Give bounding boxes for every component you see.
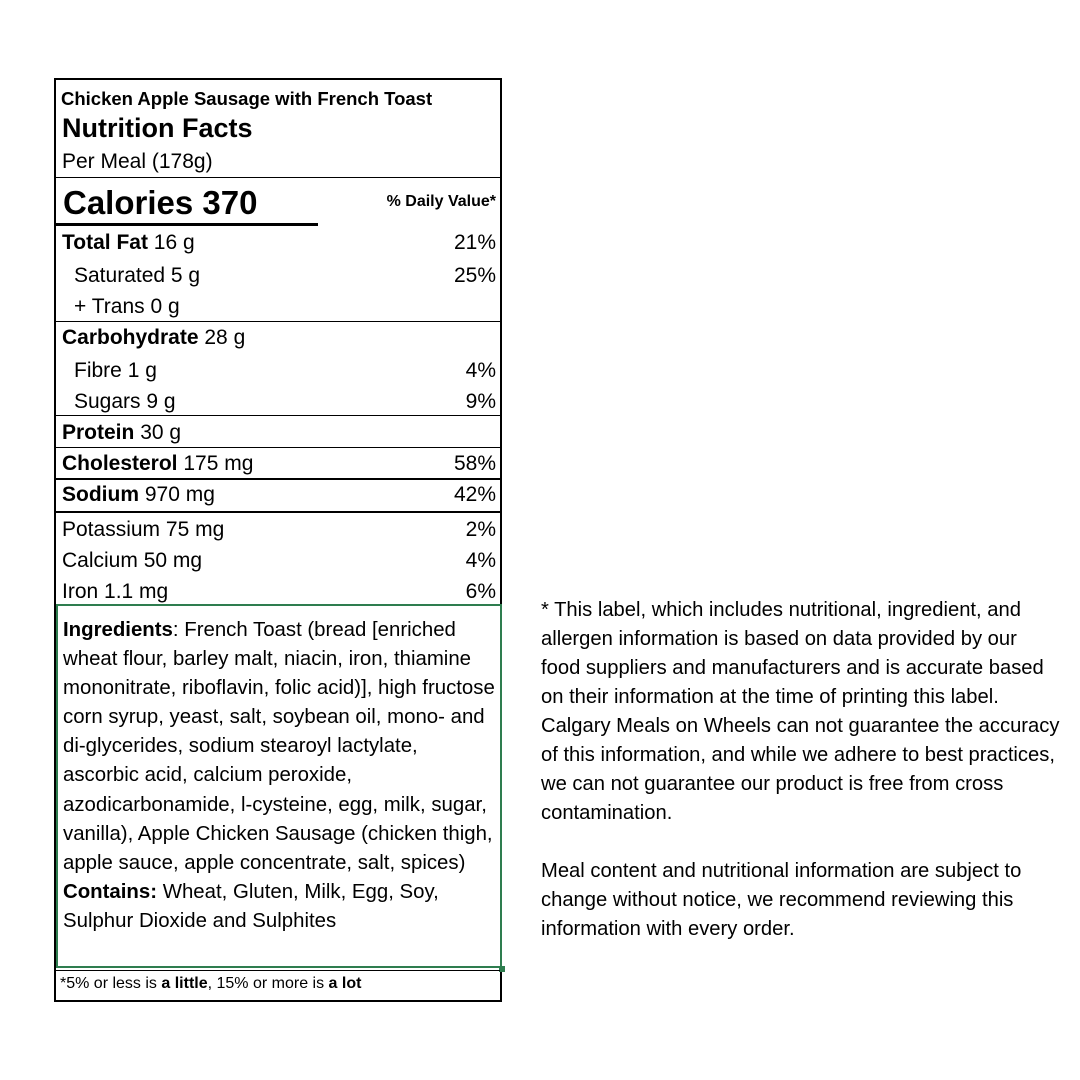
carbohydrate-row xyxy=(62,326,245,350)
calories-label: Calories xyxy=(63,184,194,221)
divider xyxy=(56,177,500,178)
divider xyxy=(56,511,500,513)
product-name: Chicken Apple Sausage with French Toast xyxy=(61,88,433,109)
nutrient-name: Sodium xyxy=(62,483,139,506)
nutrient-name: Potassium xyxy=(62,518,161,541)
total-fat-row xyxy=(62,231,195,255)
disclaimer-paragraph-1: * This label, which includes nutritional, ingredient, and allergen information is based on data provided by our food suppliers and manufacturers and is accurate based on their information at the time of printing this label. Calgary Meals on Wheels can not guarantee the accuracy of this information, and while we adhere to best practices, we can not guarantee our product is free from cross contamination. xyxy=(541,599,1060,824)
ingredients-box xyxy=(56,604,502,968)
nutrient-name: Iron xyxy=(62,580,99,603)
divider xyxy=(56,415,500,416)
serving-size: Per Meal (178g) xyxy=(62,150,213,173)
nutrition-facts-heading: Nutrition Facts xyxy=(62,113,253,143)
contains-label: Contains: xyxy=(63,880,158,903)
nutrient-amount: 175 mg xyxy=(183,452,254,475)
nutrient-name: Total Fat xyxy=(62,231,148,254)
nutrient-amount: 50 mg xyxy=(143,549,203,572)
footnote-lot: a lot xyxy=(328,975,362,992)
sodium-row xyxy=(62,483,215,507)
sugars-row xyxy=(74,390,176,414)
disclaimer-paragraph-2: Meal content and nutritional information are subject to change without notice, we recommend reviewing this information with every order. xyxy=(541,860,1022,940)
saturated-fat-dv: 25% xyxy=(453,264,496,287)
footnote-middle: , 15% or more is xyxy=(207,975,329,992)
fibre-dv: 4% xyxy=(465,359,496,382)
potassium-dv: 2% xyxy=(465,518,496,541)
ingredients-paragraph xyxy=(63,616,496,878)
nutrient-amount: 75 mg xyxy=(165,518,225,541)
nutrition-facts-label xyxy=(54,78,502,1002)
nutrient-amount: 0 g xyxy=(150,295,180,318)
divider xyxy=(56,478,500,480)
cholesterol-dv: 58% xyxy=(453,452,496,475)
nutrient-amount: 1.1 mg xyxy=(104,580,169,603)
sugars-dv: 9% xyxy=(465,390,496,413)
ingredients-text: : French Toast (bread [enriched wheat flour, barley malt, niacin, iron, thiamine mononitrate, riboflavin, folic acid)], high fructose corn syrup, yeast, salt, soybean oil, mono- and di-glycerides, sodium stearoyl lactylate, ascorbic acid, calcium peroxide, azodicarbonamide, l-cysteine, egg, milk, sugar, vanilla), Apple Chicken Sausage (chicken thigh, apple sauce, apple concentrate, salt, spices) xyxy=(63,619,495,874)
footnote-little: a little xyxy=(161,975,208,992)
calories-value: 370 xyxy=(202,184,258,221)
nutrient-name: Cholesterol xyxy=(62,452,178,475)
total-fat-dv: 21% xyxy=(453,231,496,254)
fibre-row xyxy=(74,359,157,383)
nutrient-amount: 970 mg xyxy=(144,483,215,506)
calories-row xyxy=(63,184,257,222)
protein-row xyxy=(62,421,181,445)
nutrient-name: Calcium xyxy=(62,549,138,572)
sodium-dv: 42% xyxy=(453,483,496,506)
ingredients-label: Ingredients xyxy=(63,619,173,641)
nutrient-amount: 16 g xyxy=(153,231,195,254)
selection-handle xyxy=(499,966,505,972)
nutrient-amount: 1 g xyxy=(127,359,157,382)
daily-value-header: % Daily Value* xyxy=(386,193,496,210)
nutrient-amount: 9 g xyxy=(146,390,176,413)
nutrient-name: Carbohydrate xyxy=(62,326,199,349)
calories-underline xyxy=(56,223,318,226)
nutrient-name: Protein xyxy=(62,421,135,444)
calcium-dv: 4% xyxy=(465,549,496,572)
cholesterol-row xyxy=(62,452,253,476)
nutrient-amount: 30 g xyxy=(140,421,182,444)
allergens-paragraph xyxy=(63,878,496,936)
calcium-row xyxy=(62,549,202,573)
divider xyxy=(56,447,500,448)
nutrient-name: Fibre xyxy=(74,359,122,382)
nutrient-name: Sugars xyxy=(74,390,141,413)
iron-row xyxy=(62,580,168,604)
divider xyxy=(56,321,500,322)
iron-dv: 6% xyxy=(465,580,496,603)
daily-value-footnote xyxy=(60,975,361,993)
footnote-prefix: *5% or less is xyxy=(60,975,162,992)
nutrient-name: + Trans xyxy=(74,295,145,318)
divider xyxy=(56,970,500,971)
trans-fat-row xyxy=(74,295,180,319)
contains-text: Wheat, Gluten, Milk, Egg, Soy, Sulphur Dioxide and Sulphites xyxy=(63,880,439,932)
nutrient-name: Saturated xyxy=(74,264,166,287)
nutrient-amount: 5 g xyxy=(170,264,201,287)
saturated-fat-row xyxy=(74,264,200,288)
nutrient-amount: 28 g xyxy=(204,326,246,349)
potassium-row xyxy=(62,518,224,542)
disclaimer xyxy=(541,596,1061,944)
